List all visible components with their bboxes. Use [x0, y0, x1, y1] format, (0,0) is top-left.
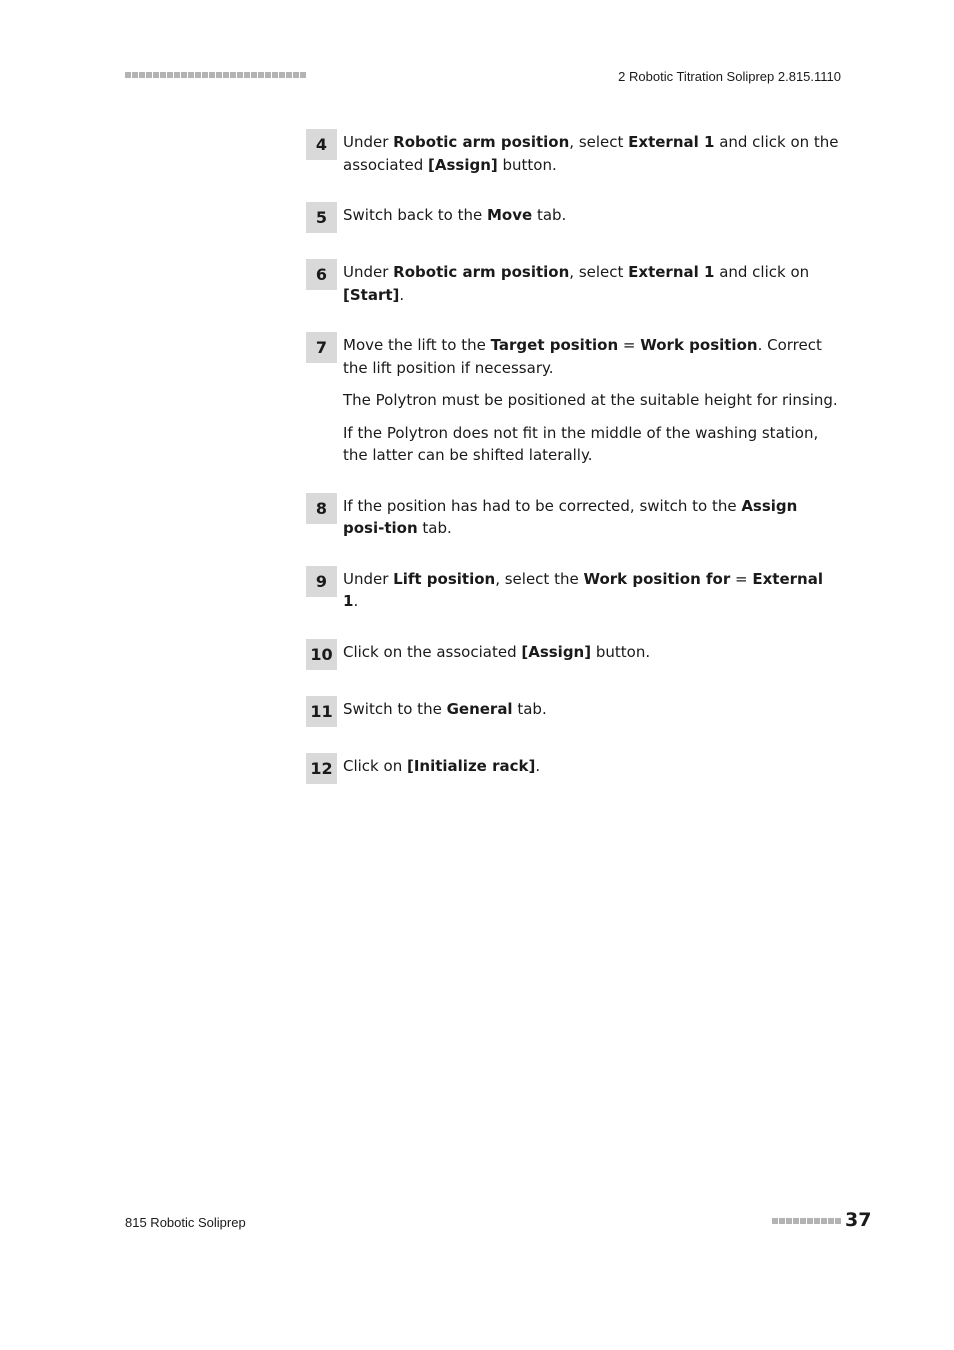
- text-run: If the Polytron does not fit in the middle of the washing station, the latter can be shifted laterally.: [343, 423, 819, 464]
- text-run: Under: [343, 263, 394, 281]
- text-run: Under: [343, 569, 394, 588]
- step-text: [343, 332, 841, 467]
- emphasized-term: Work position for: [583, 569, 731, 588]
- emphasized-term: External 1: [628, 133, 715, 151]
- step-paragraph: [343, 131, 841, 176]
- step-number: 8: [306, 493, 337, 524]
- step-text: [343, 753, 841, 778]
- step-item: [306, 129, 841, 176]
- text-run: Click on the associated: [343, 642, 522, 661]
- text-run: , select: [569, 133, 629, 151]
- step-text: [343, 639, 841, 664]
- step-text: [343, 259, 841, 306]
- text-run: tab.: [417, 519, 452, 537]
- text-run: button.: [591, 642, 651, 661]
- step-paragraph: [343, 698, 841, 721]
- step-item: [306, 493, 841, 540]
- step-number: 4: [306, 129, 337, 160]
- chapter-title: 2 Robotic Titration Soliprep 2.815.1110: [618, 69, 841, 84]
- step-paragraph: [343, 261, 841, 306]
- page-number: 37: [845, 1209, 872, 1231]
- emphasized-term: Assign posi-tion: [343, 496, 798, 537]
- step-paragraph: [343, 641, 841, 664]
- emphasized-term: [Start]: [343, 285, 400, 304]
- step-item: [306, 639, 841, 670]
- text-run: . Correct the lift position if necessary.: [343, 336, 822, 377]
- text-run: tab.: [512, 699, 547, 718]
- text-run: .: [535, 756, 541, 775]
- step-number: 9: [306, 566, 337, 597]
- step-item: [306, 259, 841, 306]
- text-run: .: [353, 592, 359, 610]
- header-decoration: [125, 72, 306, 78]
- emphasized-term: [Initialize rack]: [406, 756, 536, 775]
- text-run: Switch to the: [343, 699, 447, 718]
- step-item: [306, 753, 841, 784]
- text-run: and click on the associated: [343, 133, 839, 174]
- emphasized-term: Robotic arm position: [393, 263, 570, 281]
- emphasized-term: Target position: [490, 336, 619, 354]
- step-paragraph: [343, 204, 841, 227]
- step-item: [306, 202, 841, 233]
- text-run: Click on: [343, 756, 407, 775]
- step-text: [343, 493, 841, 540]
- text-run: The Polytron must be positioned at the suitable height for rinsing.: [343, 391, 838, 409]
- step-number: 6: [306, 259, 337, 290]
- step-item: [306, 566, 841, 613]
- text-run: If the position has had to be corrected, switch to the: [343, 496, 742, 515]
- text-run: .: [399, 285, 405, 304]
- step-number: 10: [306, 639, 337, 670]
- step-paragraph: [343, 568, 841, 613]
- emphasized-term: [Assign]: [428, 155, 498, 174]
- text-run: =: [618, 336, 641, 354]
- step-number: 7: [306, 332, 337, 363]
- step-item: [306, 332, 841, 467]
- text-run: , select: [569, 263, 629, 281]
- text-run: tab.: [532, 206, 567, 224]
- text-run: , select the: [495, 569, 584, 588]
- step-paragraph: [343, 755, 841, 778]
- step-paragraph: [343, 495, 841, 540]
- text-run: Move the lift to the: [343, 336, 491, 354]
- text-run: Under: [343, 133, 394, 151]
- step-number: 5: [306, 202, 337, 233]
- text-run: and click on: [714, 263, 810, 281]
- footer-decoration: [772, 1218, 841, 1224]
- step-list: [306, 129, 841, 784]
- step-text: [343, 566, 841, 613]
- step-text: [343, 129, 841, 176]
- step-text: [343, 202, 841, 227]
- emphasized-term: External 1: [628, 263, 715, 281]
- step-paragraph: [343, 389, 841, 412]
- text-run: Switch back to the: [343, 206, 487, 224]
- emphasized-term: General: [446, 699, 513, 718]
- emphasized-term: External 1: [343, 569, 823, 610]
- text-run: button.: [497, 155, 557, 174]
- emphasized-term: Work position: [640, 336, 758, 354]
- text-run: =: [730, 569, 753, 588]
- step-paragraph: [343, 334, 841, 379]
- product-name: 815 Robotic Soliprep: [125, 1215, 246, 1230]
- step-number: 12: [306, 753, 337, 784]
- step-text: [343, 696, 841, 721]
- emphasized-term: Robotic arm position: [393, 133, 570, 151]
- step-paragraph: [343, 422, 841, 467]
- step-item: [306, 696, 841, 727]
- step-number: 11: [306, 696, 337, 727]
- emphasized-term: Move: [487, 206, 533, 224]
- emphasized-term: [Assign]: [521, 642, 592, 661]
- emphasized-term: Lift position: [393, 569, 496, 588]
